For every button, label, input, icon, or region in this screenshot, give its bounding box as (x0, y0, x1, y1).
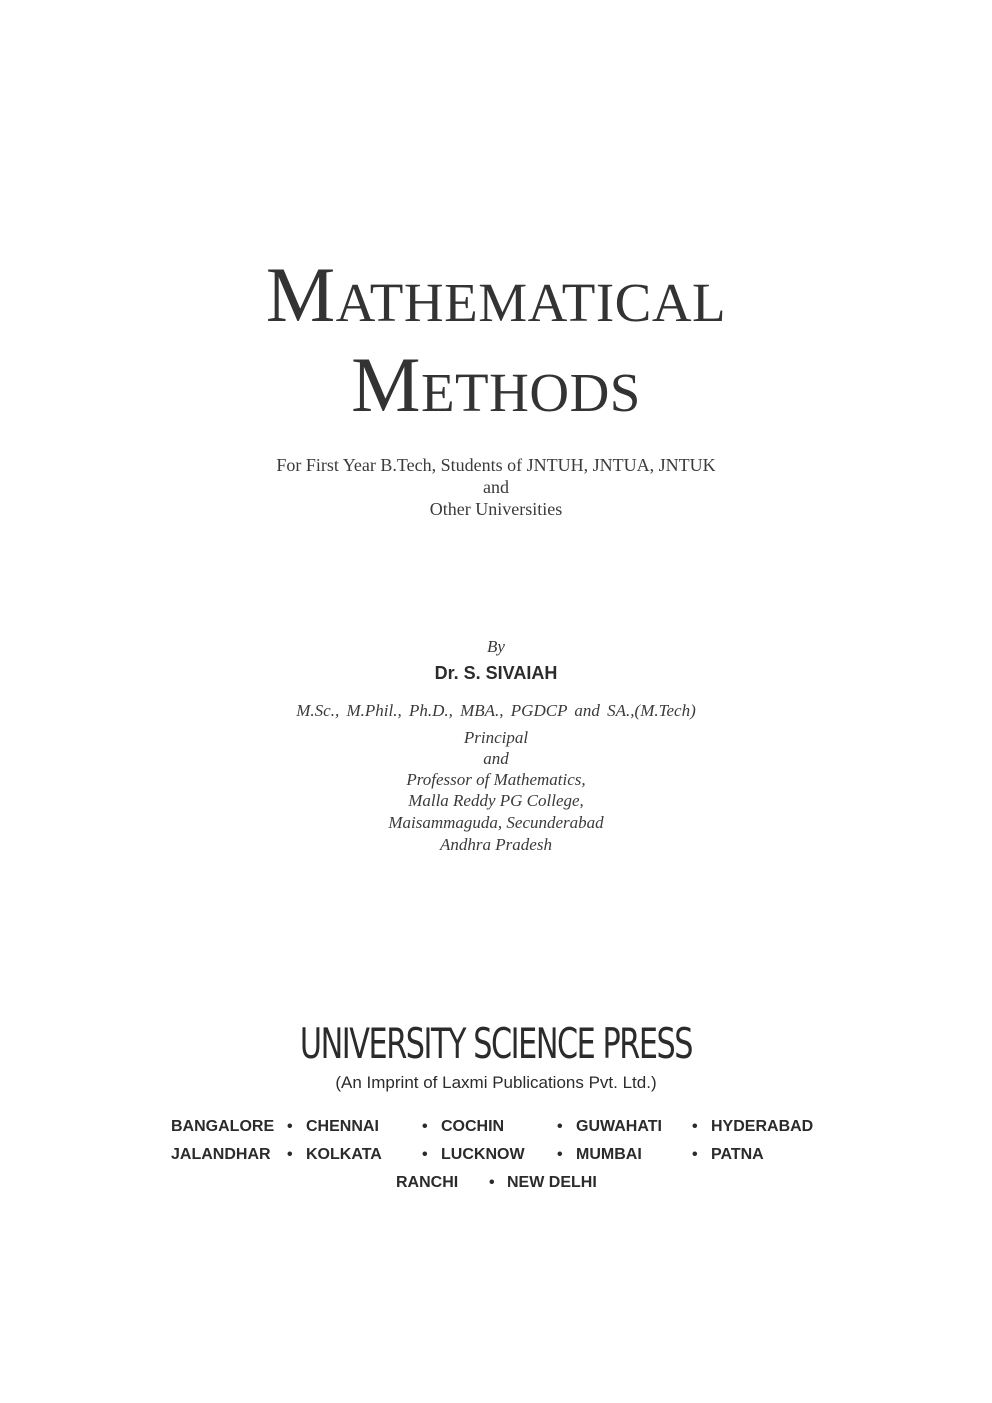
city-label: BANGALORE (171, 1118, 275, 1135)
city-label: NEW DELHI (507, 1174, 597, 1191)
author-position-line: and (483, 749, 509, 768)
bullet-separator: • (557, 1146, 563, 1163)
author-position-line: Principal (463, 728, 529, 747)
city-label: PATNA (711, 1146, 764, 1163)
bullet-separator: • (692, 1118, 698, 1135)
bullet-separator: • (557, 1118, 563, 1135)
city-label: COCHIN (441, 1118, 505, 1135)
bullet-separator: • (422, 1146, 428, 1163)
author-name: Dr. S. SIVAIAH (434, 663, 558, 683)
subtitle-line-2: and (483, 477, 509, 497)
city-label: LUCKNOW (441, 1146, 525, 1163)
subtitle-line-3: Other Universities (429, 499, 563, 519)
author-position-line: Maisammaguda, Secunderabad (388, 813, 604, 832)
author-position-line: Malla Reddy PG College, (408, 791, 584, 810)
city-label: GUWAHATI (576, 1118, 662, 1135)
city-label: CHENNAI (306, 1118, 379, 1135)
bullet-separator: • (422, 1118, 428, 1135)
author-position-line: Andhra Pradesh (440, 835, 552, 854)
city-label: MUMBAI (576, 1146, 642, 1163)
publisher-imprint: (An Imprint of Laxmi Publications Pvt. Ltd.) (335, 1073, 657, 1092)
author-qualifications: M.Sc., M.Phil., Ph.D., MBA., PGDCP and SA.,(M.Tech) (296, 701, 696, 720)
subtitle-line-1: For First Year B.Tech, Students of JNTUH, JNTUA, JNTUK (276, 455, 716, 475)
by-label: By (487, 637, 505, 656)
bullet-separator: • (287, 1146, 293, 1163)
book-title-line-1: Mathematical (265, 251, 727, 338)
city-label: KOLKATA (306, 1146, 382, 1163)
book-title-line-2: Methods (351, 341, 641, 428)
city-label: JALANDHAR (171, 1146, 271, 1163)
bullet-separator: • (692, 1146, 698, 1163)
city-label: HYDERABAD (711, 1118, 814, 1135)
publisher-name: UNIVERSITY SCIENCE PRESS (299, 1019, 693, 1068)
bullet-separator: • (489, 1174, 495, 1191)
city-label: RANCHI (396, 1174, 459, 1191)
bullet-separator: • (287, 1118, 293, 1135)
author-position-line: Professor of Mathematics, (406, 770, 586, 789)
